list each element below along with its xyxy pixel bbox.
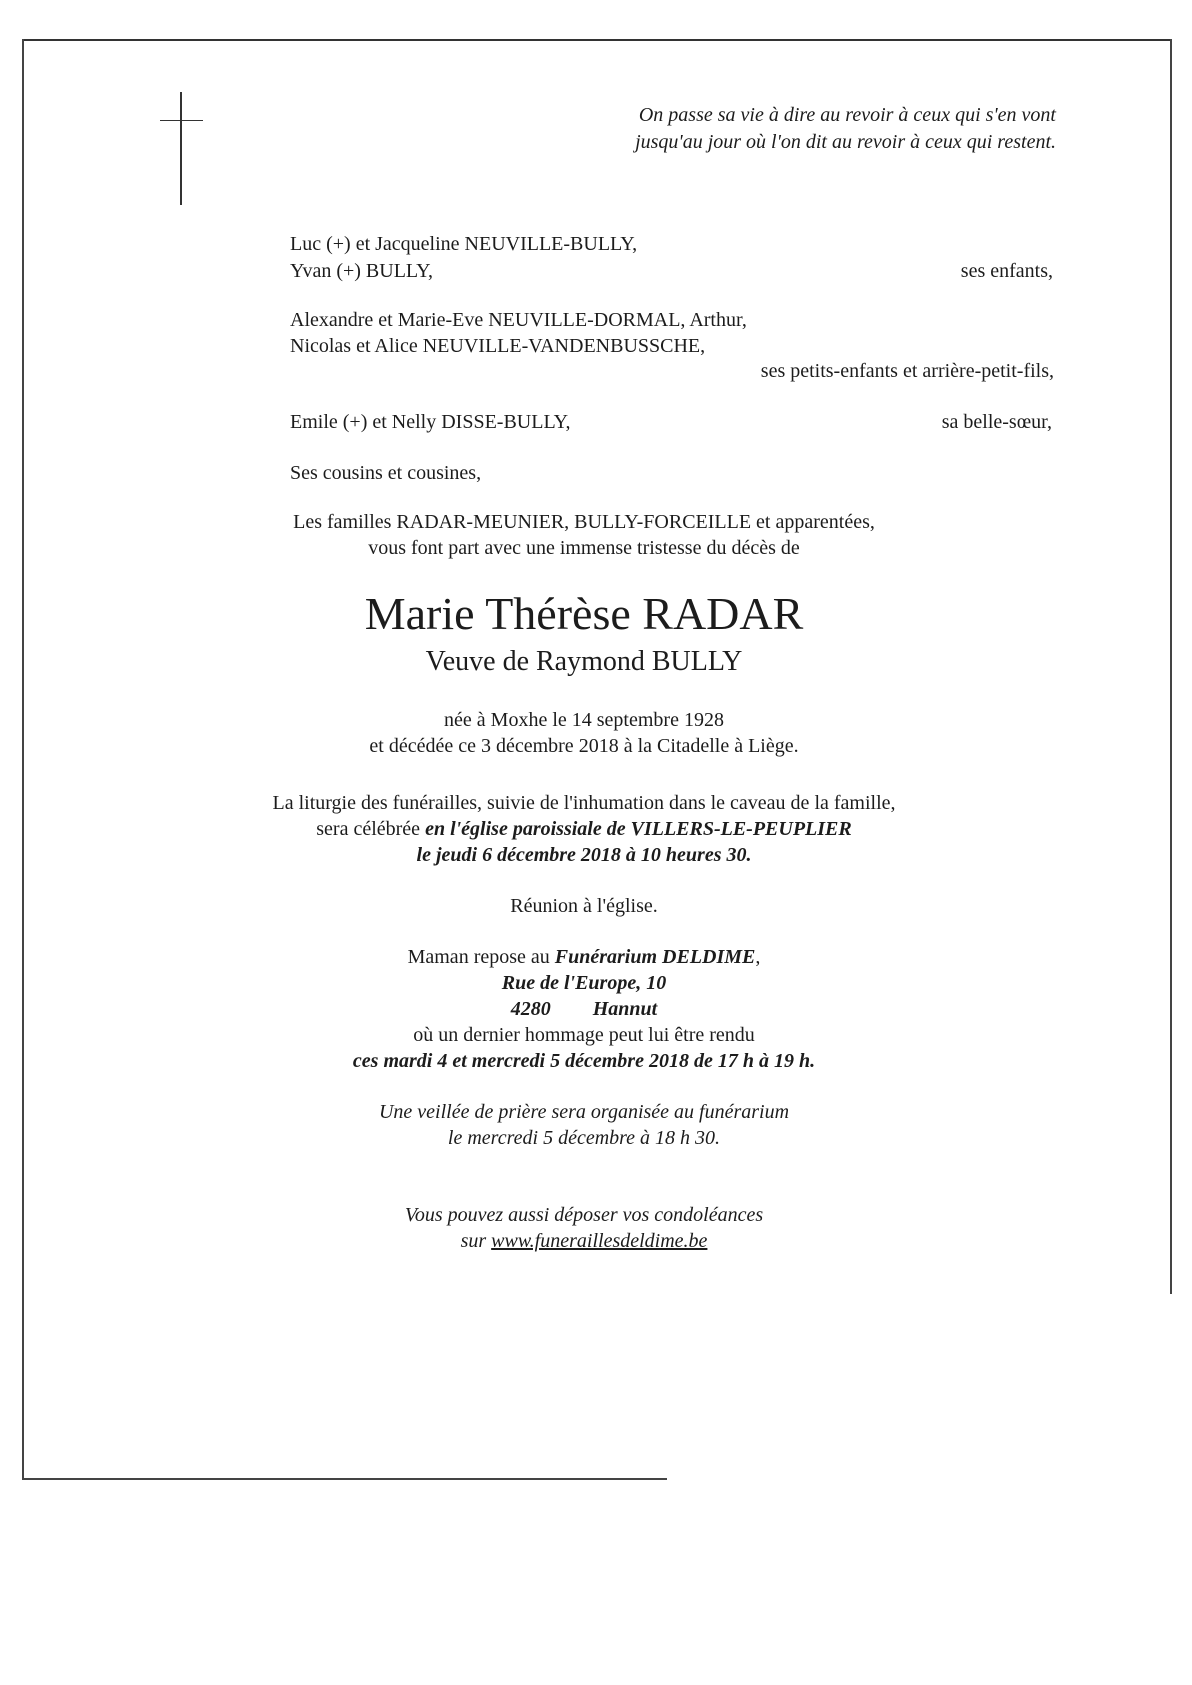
grandchildren-line-1: Alexandre et Marie-Eve NEUVILLE-DORMAL, Arthur,: [290, 309, 747, 331]
birth-line: née à Moxhe le 14 septembre 1928: [444, 709, 724, 731]
quote-line-1: On passe sa vie à dire au revoir à ceux qui s'en vont: [638, 104, 1056, 126]
quote-line-2: jusqu'au jour où l'on dit au revoir à ceux qui restent.: [635, 131, 1056, 153]
frame-left-border: [22, 39, 24, 1479]
sister-in-law-line: Emile (+) et Nelly DISSE-BULLY,: [290, 411, 571, 433]
deceased-name: Marie Thérèse RADAR: [364, 588, 804, 639]
liturgy-church: en l'église paroissiale de VILLERS-LE-PEUPLIER: [425, 818, 852, 840]
condolences-line-2: [0, 1228, 1180, 1254]
cross-icon-horizontal: [160, 120, 203, 121]
funeral-home-city-line: [0, 996, 1180, 1022]
funeral-home-street: Rue de l'Europe, 10: [501, 972, 667, 994]
death-line: et décédée ce 3 décembre 2018 à la Citadelle à Liège.: [369, 735, 799, 757]
vigil-line-1: Une veillée de prière sera organisée au funérarium: [378, 1101, 790, 1123]
funeral-home-city: Hannut: [592, 998, 658, 1020]
cousins-line: Ses cousins et cousines,: [290, 462, 482, 484]
children-line-1: Luc (+) et Jacqueline NEUVILLE-BULLY,: [290, 233, 638, 255]
funeral-home-postcode: 4280: [510, 998, 551, 1020]
cross-icon-vertical: [180, 92, 182, 205]
rest-line: [0, 944, 1180, 970]
rest-prefix: Maman repose au: [407, 946, 555, 968]
announcement-line: vous font part avec une immense tristesse du décès de: [368, 537, 800, 559]
reunion-line: Réunion à l'église.: [510, 895, 658, 917]
liturgy-prefix: sera célébrée: [316, 818, 426, 840]
visiting-hours: ces mardi 4 et mercredi 5 décembre 2018 de 17 h à 19 h.: [352, 1050, 816, 1072]
families-line: Les familles RADAR-MEUNIER, BULLY-FORCEILLE et apparentées,: [293, 511, 875, 533]
funeral-home-name: Funérarium DELDIME: [554, 946, 756, 968]
grandchildren-line-2: Nicolas et Alice NEUVILLE-VANDENBUSSCHE,: [290, 335, 706, 357]
condolences-link[interactable]: www.funeraillesdeldime.be: [491, 1230, 708, 1252]
children-line-2: Yvan (+) BULLY,: [290, 260, 433, 282]
condolences-line-1: Vous pouvez aussi déposer vos condoléances: [404, 1204, 764, 1226]
rest-comma: ,: [755, 946, 761, 968]
widow-of: Veuve de Raymond BULLY: [425, 646, 743, 677]
liturgy-line-2: [0, 816, 1180, 842]
frame-top-border: [22, 39, 1172, 41]
tribute-line: où un dernier hommage peut lui être rendu: [413, 1024, 755, 1046]
condolences-prefix: sur: [460, 1230, 492, 1252]
grandchildren-label: ses petits-enfants et arrière-petit-fils,: [760, 360, 1054, 382]
liturgy-line-1: La liturgie des funérailles, suivie de l'inhumation dans le caveau de la famille,: [272, 792, 896, 814]
sister-in-law-label: sa belle-sœur,: [941, 411, 1052, 433]
liturgy-date: le jeudi 6 décembre 2018 à 10 heures 30.: [416, 844, 752, 866]
frame-bottom-border: [22, 1478, 667, 1480]
children-label: ses enfants,: [960, 260, 1053, 282]
vigil-line-2: le mercredi 5 décembre à 18 h 30.: [447, 1127, 721, 1149]
